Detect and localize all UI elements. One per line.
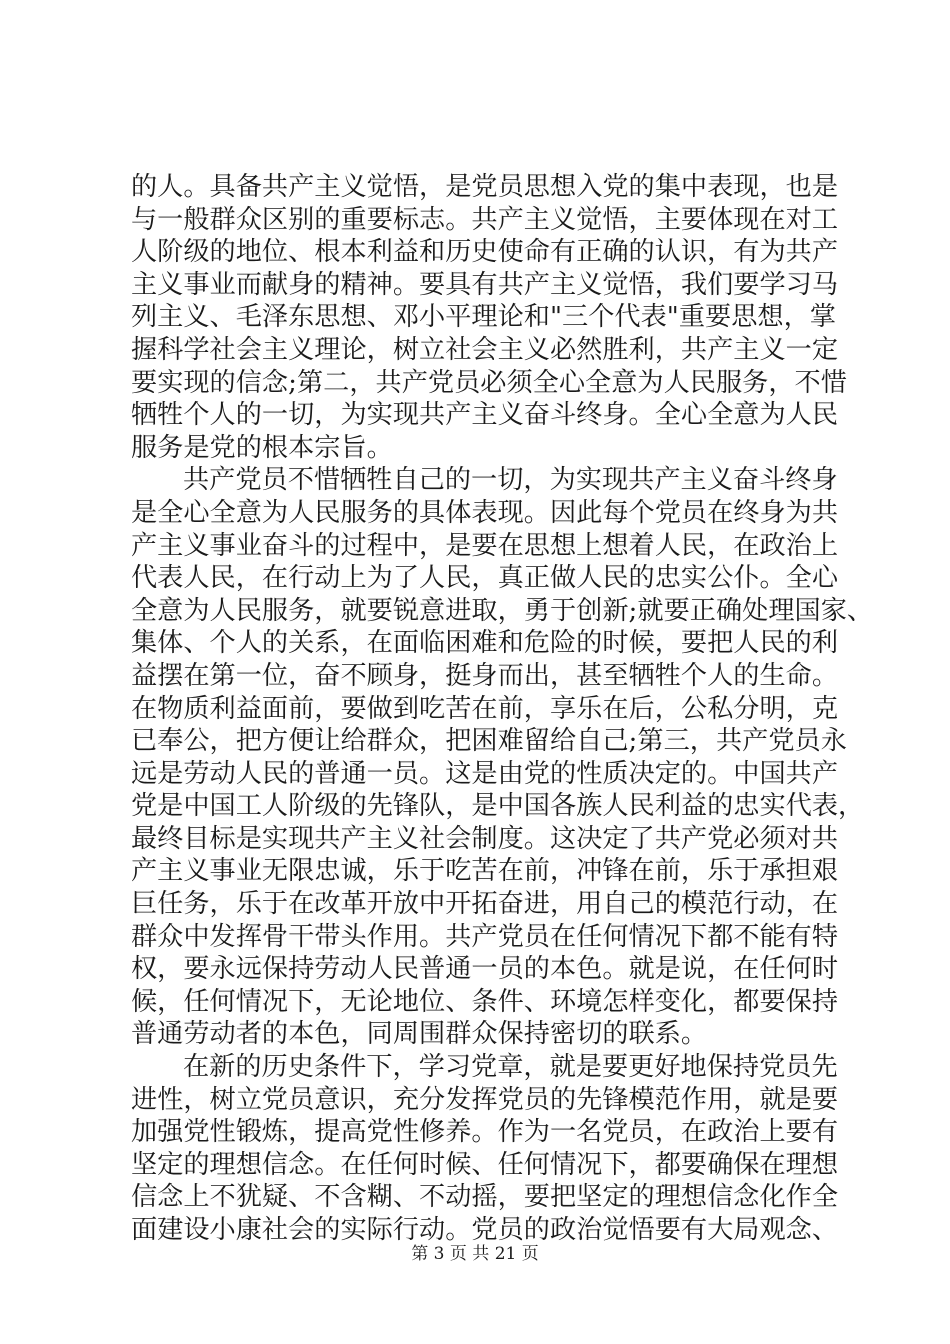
text-line: 候，任何情况下，无论地位、条件、环境怎样变化，都要保持 xyxy=(131,986,839,1017)
text-line: 加强党性锻炼，提高党性修养。作为一名党员，在政治上要有 xyxy=(131,1117,839,1148)
text-line: 集体、个人的关系，在面临困难和危险的时候，要把人民的利 xyxy=(131,628,839,659)
text-line: 的人。具备共产主义觉悟，是党员思想入党的集中表现，也是 xyxy=(131,172,839,202)
document-body xyxy=(131,171,874,1247)
text-line: 巨任务，乐于在改革开放中开拓奋进，用自己的模范行动，在 xyxy=(131,889,839,920)
text-line: 普通劳动者的本色，同周围群众保持密切的联系。 xyxy=(131,1019,708,1050)
text-line: 牺牲个人的一切，为实现共产主义奋斗终身。全心全意为人民 xyxy=(131,400,839,431)
text-line: 产主义事业无限忠诚，乐于吃苦在前，冲锋在前，乐于承担艰 xyxy=(131,856,839,887)
text-line: 代表人民，在行动上为了人民，真正做人民的忠实公仆。全心 xyxy=(131,563,839,594)
text-line: 是全心全意为人民服务的具体表现。因此每个党员在终身为共 xyxy=(131,497,839,528)
text-line: 产主义事业奋斗的过程中，是要在思想上想着人民，在政治上 xyxy=(131,530,839,561)
page-footer: 第 3 页 共 21 页 xyxy=(411,1244,539,1264)
text-line: 益摆在第一位，奋不顾身，挺身而出，甚至牺牲个人的生命。 xyxy=(131,660,839,691)
text-line: 坚定的理想信念。在任何时候、任何情况下，都要确保在理想 xyxy=(131,1149,839,1180)
text-line: 远是劳动人民的普通一员。这是由党的性质决定的。中国共产 xyxy=(131,758,839,789)
text-line: 信念上不犹疑、不含糊、不动摇，要把坚定的理想信念化作全 xyxy=(131,1182,839,1213)
text-line: 服务是党的根本宗旨。 xyxy=(131,432,393,463)
text-line: 与一般群众区别的重要标志。共产主义觉悟，主要体现在对工 xyxy=(131,204,839,235)
text-line: 群众中发挥骨干带头作用。共产党员在任何情况下都不能有特 xyxy=(131,921,839,952)
text-line: 要实现的信念;第二，共产党员必须全心全意为人民服务，不惜 xyxy=(131,367,847,398)
text-line: 最终目标是实现共产主义社会制度。这决定了共产党必须对共 xyxy=(131,823,839,854)
text-line: 主义事业而献身的精神。要具有共产主义觉悟，我们要学习马 xyxy=(131,269,839,300)
text-line: 党是中国工人阶级的先锋队，是中国各族人民利益的忠实代表， xyxy=(131,791,865,822)
text-line: 人阶级的地位、根本利益和历史使命有正确的认识，有为共产 xyxy=(131,237,839,268)
text-line: 在物质利益面前，要做到吃苦在前，享乐在后，公私分明，克 xyxy=(131,693,839,724)
text-line: 权，要永远保持劳动人民普通一员的本色。就是说，在任何时 xyxy=(131,954,839,985)
text-line: 面建设小康社会的实际行动。党员的政治觉悟要有大局观念、 xyxy=(131,1215,839,1245)
text-line: 握科学社会主义理论，树立社会主义必然胜利，共产主义一定 xyxy=(131,334,839,365)
text-line: 已奉公，把方便让给群众，把困难留给自己;第三，共产党员永 xyxy=(131,726,847,757)
text-line: 列主义、毛泽东思想、邓小平理论和"三个代表"重要思想，掌 xyxy=(131,302,836,333)
text-line: 在新的历史条件下，学习党章，就是要更好地保持党员先 xyxy=(183,1052,838,1083)
text-line: 全意为人民服务，就要锐意进取，勇于创新;就要正确处理国家、 xyxy=(131,595,874,626)
text-line: 进性，树立党员意识，充分发挥党员的先锋模范作用，就是要 xyxy=(131,1084,839,1115)
text-line: 共产党员不惜牺牲自己的一切，为实现共产主义奋斗终身 xyxy=(183,465,838,496)
